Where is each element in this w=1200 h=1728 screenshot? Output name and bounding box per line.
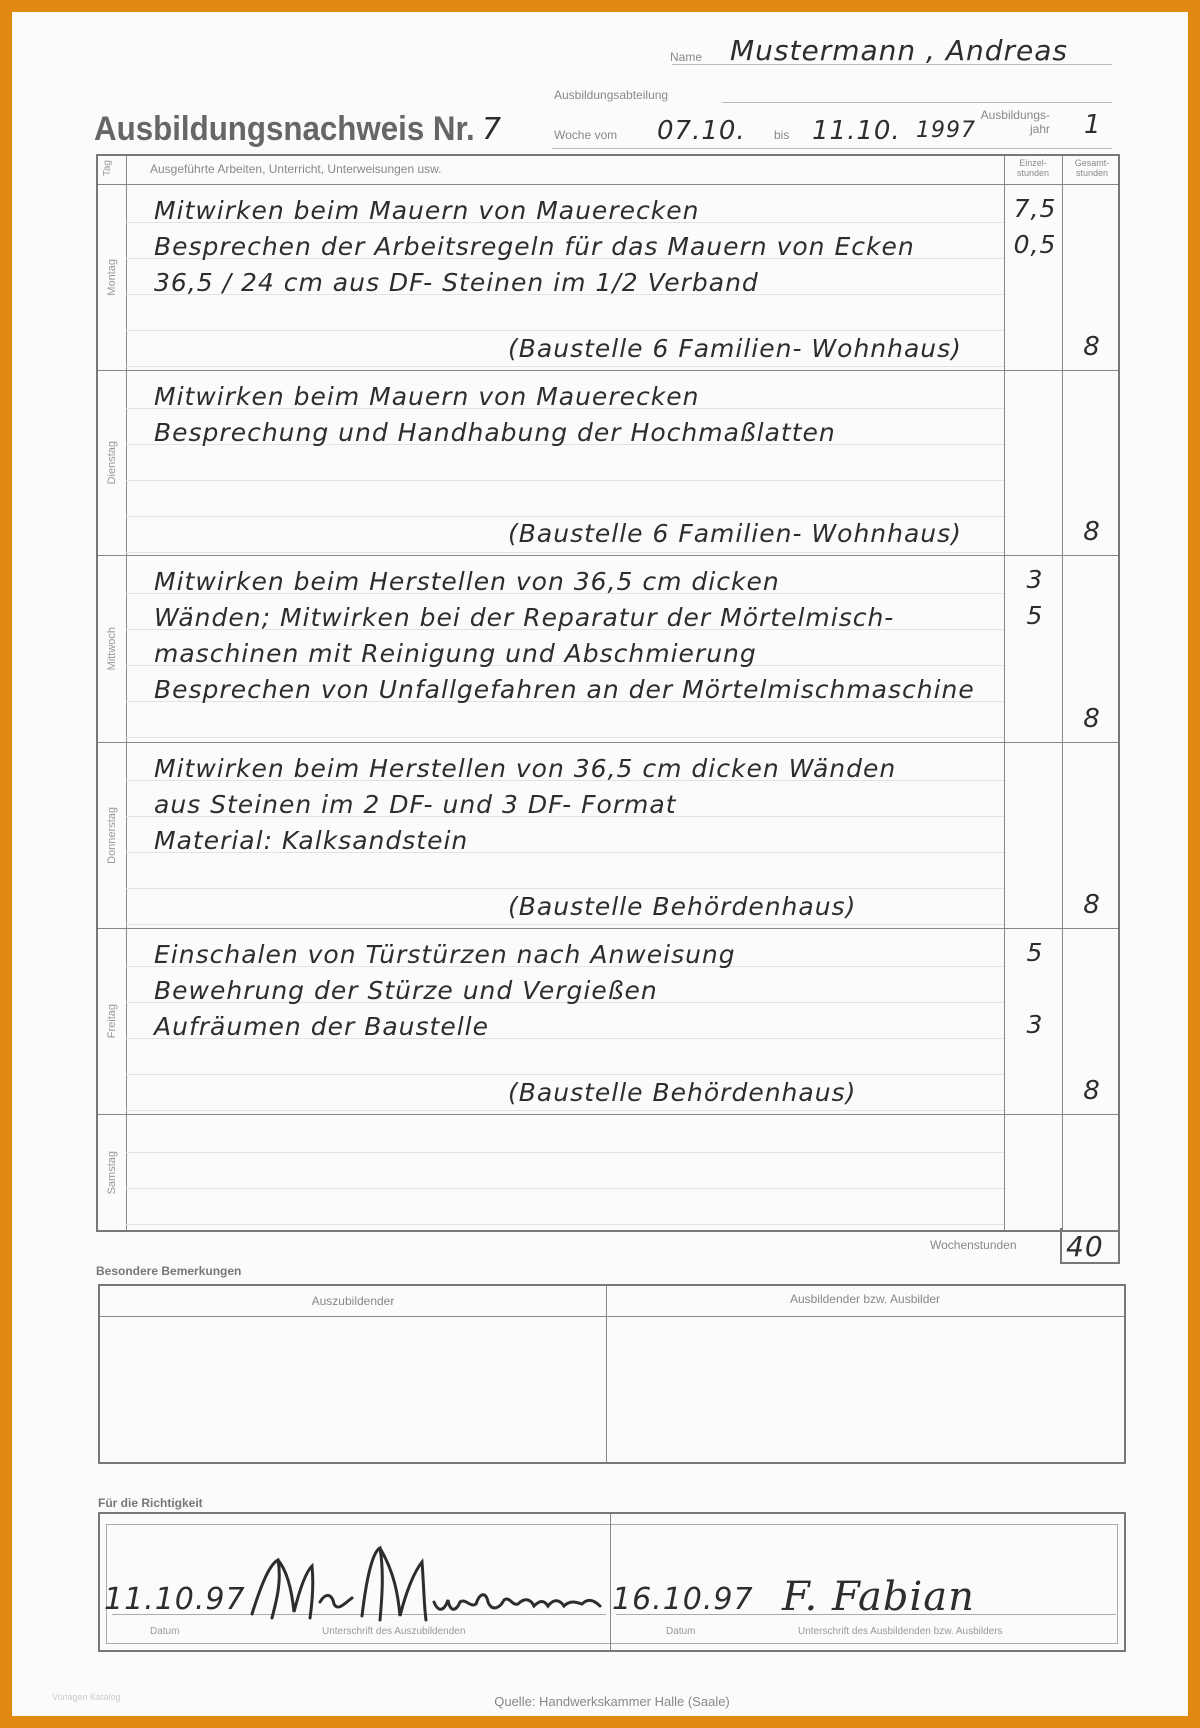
- day-row-freitag: [98, 928, 1118, 1115]
- ruled-line: [126, 1224, 1004, 1225]
- gesamtstunden-value: 8: [1083, 1076, 1101, 1106]
- ausbildungsjahr-label: Ausbildungs-jahr: [980, 108, 1050, 136]
- wochenstunden-label: Wochenstunden: [930, 1238, 1017, 1252]
- gesamtstunden-header: Gesamt-stunden: [1074, 158, 1110, 178]
- bemerkungen-auszubildender: Auszubildender: [311, 1294, 395, 1308]
- day-label: [98, 1114, 126, 1232]
- einzelstunden-value: 3: [1026, 1010, 1044, 1039]
- bemerkungen-divider: [606, 1286, 607, 1462]
- bemerkungen-label: Besondere Bemerkungen: [96, 1264, 242, 1278]
- day-label: [98, 555, 126, 742]
- signature-date-1: 11.10.97: [104, 1582, 246, 1617]
- report-number: 7: [482, 112, 503, 147]
- name-label: Name: [670, 50, 703, 64]
- day-row-mittwoch: [98, 555, 1118, 743]
- ruled-line: [126, 737, 1004, 738]
- day-row-dienstag: [98, 370, 1118, 556]
- signature-auszubildender: [248, 1542, 604, 1632]
- einzelstunden-value: 5: [1026, 601, 1044, 630]
- week-to: 11.10.: [812, 116, 901, 146]
- day-label: [98, 184, 126, 370]
- trainee-name: Mustermann , Andreas: [730, 34, 1068, 67]
- sig1-date-caption: Datum: [150, 1626, 180, 1637]
- activity-line: Aufräumen der Baustelle: [154, 1012, 489, 1041]
- activity-line: 36,5 / 24 cm aus DF- Steinen im 1/2 Verband: [154, 268, 759, 297]
- day-name: Mittwoch: [106, 626, 118, 671]
- ruled-line: [126, 480, 1004, 481]
- activity-line: Mitwirken beim Herstellen von 36,5 cm dicken: [154, 567, 780, 596]
- sig1-caption: Unterschrift des Auszubildenden: [322, 1626, 466, 1637]
- baustelle-note: (Baustelle Behördenhaus): [508, 892, 857, 921]
- ruled-line: [126, 1110, 1004, 1111]
- activity-line: maschinen mit Reinigung und Abschmierung: [154, 639, 757, 668]
- activity-line: Besprechen der Arbeitsregeln für das Mauern von Ecken: [154, 232, 915, 261]
- activity-line: Besprechen von Unfallgefahren an der Mörtelmischmaschine: [154, 675, 975, 704]
- abteilung-line: [722, 102, 1112, 103]
- activity-line: aus Steinen im 2 DF- und 3 DF- Format: [154, 790, 677, 819]
- ruled-line: [126, 888, 1004, 889]
- baustelle-note: (Baustelle 6 Familien- Wohnhaus): [508, 519, 962, 548]
- day-label: [98, 370, 126, 555]
- gesamtstunden-value: 8: [1083, 332, 1101, 362]
- day-name: Dienstag: [106, 440, 118, 485]
- day-label: [98, 928, 126, 1114]
- woche-label: Woche vom: [554, 128, 618, 142]
- week-year: 1997: [916, 118, 976, 143]
- bemerkungen-separator: [100, 1316, 1124, 1317]
- ausbildungsjahr-value: 1: [1084, 110, 1102, 140]
- abteilung-label: Ausbildungsabteilung: [554, 88, 669, 102]
- ruled-line: [126, 330, 1004, 331]
- einzelstunden-value: 0,5: [1013, 230, 1057, 259]
- gesamtstunden-value: 8: [1083, 704, 1101, 734]
- ruled-line: [126, 516, 1004, 517]
- watermark: Vorlagen Katalog: [52, 1692, 121, 1702]
- ruled-line: [126, 552, 1004, 553]
- document-title: Ausbildungsnachweis Nr.: [94, 110, 475, 148]
- tag-header: Tag: [102, 160, 113, 177]
- day-row-montag: [98, 184, 1118, 371]
- gesamtstunden-value: 8: [1083, 890, 1101, 920]
- ruled-line: [126, 924, 1004, 925]
- ruled-line: [126, 1188, 1004, 1189]
- activity-line: Mitwirken beim Mauern von Mauerecken: [154, 382, 700, 411]
- activity-line: Wänden; Mitwirken bei der Reparatur der Mörtelmisch-: [154, 603, 895, 632]
- day-name: Montag: [106, 258, 118, 296]
- day-name: Freitag: [106, 1003, 118, 1039]
- name-line: [672, 64, 1112, 65]
- ruled-line: [126, 1074, 1004, 1075]
- gesamtstunden-value: 8: [1083, 517, 1101, 547]
- activity-line: Material: Kalksandstein: [154, 826, 469, 855]
- bis-label: bis: [774, 128, 790, 142]
- day-name: Donnerstag: [106, 806, 118, 864]
- ruled-line: [126, 366, 1004, 367]
- day-row-donnerstag: [98, 742, 1118, 929]
- einzelstunden-header: Einzel-stunden: [1016, 158, 1050, 178]
- week-line: [552, 148, 1112, 149]
- signature-divider: [610, 1514, 611, 1650]
- einzelstunden-value: 5: [1026, 938, 1044, 967]
- baustelle-note: (Baustelle 6 Familien- Wohnhaus): [508, 334, 962, 363]
- description-header: Ausgeführte Arbeiten, Unterricht, Unterweisungen usw.: [150, 162, 442, 176]
- einzelstunden-value: 3: [1026, 565, 1044, 594]
- sig2-caption: Unterschrift des Ausbildenden bzw. Ausbilders: [798, 1626, 1003, 1637]
- activity-table: [96, 154, 1120, 1232]
- activity-line: Bewehrung der Stürze und Vergießen: [154, 976, 658, 1005]
- day-label: [98, 742, 126, 928]
- bemerkungen-box: [98, 1284, 1126, 1464]
- activity-line: Mitwirken beim Herstellen von 36,5 cm dicken Wänden: [154, 754, 897, 783]
- activity-line: Besprechung und Handhabung der Hochmaßlatten: [154, 418, 836, 447]
- week-from: 07.10.: [657, 116, 746, 146]
- einzelstunden-value: 7,5: [1013, 194, 1057, 223]
- activity-line: Einschalen von Türstürzen nach Anweisung: [154, 940, 736, 969]
- day-name: Samstag: [106, 1151, 118, 1195]
- source-note: Quelle: Handwerkskammer Halle (Saale): [494, 1694, 730, 1709]
- ruled-line: [126, 1152, 1004, 1153]
- sig2-date-caption: Datum: [666, 1626, 696, 1637]
- richtigkeit-label: Für die Richtigkeit: [98, 1496, 203, 1510]
- signature-date-2: 16.10.97: [612, 1582, 754, 1617]
- day-row-samstag: [98, 1114, 1118, 1232]
- activity-line: Mitwirken beim Mauern von Mauerecken: [154, 196, 700, 225]
- bemerkungen-ausbilder: Ausbildender bzw. Ausbilder: [789, 1292, 941, 1306]
- baustelle-note: (Baustelle Behördenhaus): [508, 1078, 857, 1107]
- signature-ausbilder: F. Fabian: [782, 1574, 975, 1620]
- wochenstunden-value: 40: [1066, 1230, 1104, 1263]
